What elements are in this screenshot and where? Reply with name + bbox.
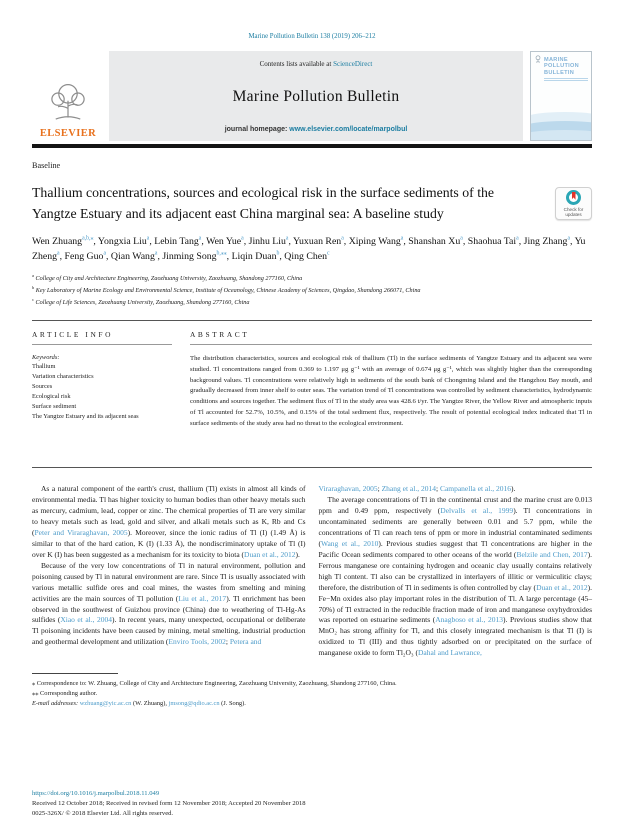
- text-segment: ;: [225, 637, 230, 647]
- elsevier-wordmark: ELSEVIER: [39, 128, 97, 139]
- cover-title: MARINE POLLUTION BULLETIN: [544, 57, 580, 76]
- author-name: Lebin Tang$^a$,: [154, 235, 207, 247]
- text-segment: ). Previous studies suggest that Tl concentrations are higher in the Pacific Ocean sediments compared to other oceans of the world (: [318, 538, 592, 559]
- affiliation: $^c$ College of Life Sciences, Zaozhuang University, Zaozhuang, Shandong 277160, China: [32, 297, 250, 307]
- text-segment: ). Fe−Mn oxides also play important roles in the distribution of Tl. A large percentage (45–70%) of Tl extracted in the reducible fraction made of iron and manganese oxyhydroxides was reported on estuarine sediments (: [318, 582, 592, 625]
- citation-link[interactable]: Duan et al., 2012: [536, 582, 588, 592]
- affiliation: $^a$ College of City and Architecture Engineering, Zaozhuang University, Zaozhuang, Shandong 277160, China: [32, 273, 303, 283]
- author-name: Feng Guo$^a$,: [64, 250, 111, 262]
- journal-masthead: [109, 51, 523, 141]
- citation-link[interactable]: Wang et al., 2010: [321, 538, 379, 548]
- keyword: Variation characteristics: [32, 373, 94, 381]
- text-segment: ;: [377, 484, 382, 494]
- correspondence-note: ⁎ Correspondence to: W. Zhuang, College of City and Architecture Engineering, Zaozhuang University, Zaozhuang, Shandong 277160, China.: [32, 680, 397, 688]
- keywords-label: Keywords:: [32, 354, 60, 362]
- issn-copyright: 0025-326X/ © 2018 Elsevier Ltd. All rights reserved.: [32, 810, 174, 817]
- author-affiliation-sup: a: [241, 235, 244, 242]
- elsevier-tree-icon: [45, 79, 91, 127]
- text-segment: ). Tl enrichment has been observed in the southwest of Guizhou province (China) due to weathering of Tl-Hg-As sulfides (: [32, 593, 306, 625]
- contents-prefix: Contents lists available at: [259, 60, 332, 68]
- author-affiliation-sup: a: [400, 235, 404, 242]
- author-affiliation-sup: b: [276, 250, 280, 257]
- keyword: The Yangtze Estuary and its adjacent seas: [32, 412, 139, 420]
- text-segment: ). Previous studies show that MnO₂ has strong affinity for Tl, and this closely integrated mechanism is that Tl (I) is oxidized to Tl (III) and thus tightly adsorbed on or precipitated on the surface of manganese oxide to form Tl₂O₃ (: [318, 615, 592, 658]
- section-label: Baseline: [32, 161, 61, 170]
- section-divider-bottom: [32, 467, 592, 468]
- text-segment: ). In recent years, many unexpected, occupational or deliberate Tl poisoning incidents have been caused by mining, metal smelting, industrial production and geothermal development and utilization (: [32, 615, 306, 647]
- author-name: Shaohua Tai$^a$,: [467, 235, 524, 247]
- sciencedirect-link[interactable]: ScienceDirect: [333, 60, 373, 68]
- author-name: Yongxia Liu$^a$,: [97, 235, 155, 247]
- citation-link[interactable]: Duan et al., 2012: [244, 549, 296, 559]
- author-name: Shanshan Xu$^a$,: [408, 235, 468, 247]
- author-name: Qian Wang$^a$,: [110, 250, 163, 262]
- cover-tree-icon: [534, 55, 542, 65]
- citation-link[interactable]: Campanella et al., 2016: [439, 484, 511, 494]
- author-list: [32, 234, 592, 264]
- check-for-updates-badge[interactable]: [555, 187, 592, 220]
- author-name: Wen Zhuang$^{a,b,⁎}$,: [32, 235, 98, 247]
- text-segment: ). Moreover, since the ionic radius of Tl (I) (1.49 Å) is similar to that of the hard cation, K (I) (1.33 Å), the nondiscriminatory uptake of Tl (I) over K (I) has been suggested as a mechanism for its toxicity to biota (: [32, 527, 306, 559]
- citation-link[interactable]: Anagboso et al., 2013: [435, 615, 504, 625]
- author-affiliation-sup: a: [154, 250, 158, 257]
- abstract-column: [190, 321, 592, 457]
- author-affiliation-sup: a: [198, 235, 202, 242]
- author-name: Jing Zhang$^a$,: [523, 235, 575, 247]
- journal-header: [32, 51, 592, 141]
- abstract-heading: ABSTRACT: [190, 330, 250, 340]
- text-segment: ).: [295, 549, 300, 559]
- homepage-link[interactable]: www.elsevier.com/locate/marpolbul: [289, 126, 408, 133]
- text-segment: ). Ferrous manganese ore containing hydrogen and oceanic clay usually contains relatively high Tl content. Tl also can be crystallized in interlayers of illitic or vermiculitic clays; therefore, the distribution of Tl in sediments is often controlled by clay (: [318, 549, 592, 592]
- heading-rule: [190, 344, 592, 345]
- affiliation-list: [32, 272, 592, 308]
- article-info-heading: ARTICLE INFO: [32, 330, 114, 340]
- author-affiliation-sup: a: [516, 235, 519, 242]
- keyword: Surface sediment: [32, 402, 77, 410]
- crossmark-icon: [566, 190, 581, 205]
- citation-link[interactable]: Dahal and Lawrance,: [417, 648, 482, 658]
- citation-link[interactable]: Belzile and Chen, 2017: [516, 549, 588, 559]
- keyword-list: [32, 362, 172, 422]
- journal-cover-thumbnail[interactable]: [530, 51, 592, 141]
- email-addresses-line: [32, 699, 592, 709]
- body-paragraph: [319, 484, 593, 495]
- citation-link[interactable]: Petera and: [229, 637, 262, 647]
- author-name: Wen Yue$^a$,: [206, 235, 249, 247]
- text-segment: ). Tl concentrations in uncontaminated sediments are generally between 0.01 and 5.7 ppm, while the concentrations of Tl can reach tens of ppm or more in industrial contaminated sediments (: [318, 506, 592, 548]
- author-affiliation-sup: a: [567, 235, 571, 242]
- author-name: Yuxuan Ren$^a$,: [293, 235, 349, 247]
- homepage-line: [113, 126, 519, 133]
- citation-link[interactable]: Delvalls et al., 1999: [440, 506, 514, 516]
- contents-line: [113, 60, 519, 68]
- author-affiliation-sup: a,b,⁎: [82, 235, 94, 242]
- author-affiliation-sup: a: [285, 235, 289, 242]
- author-affiliation-sup: b,⁎⁎: [216, 250, 227, 257]
- citation-link[interactable]: wzhuang@yic.ac.cn: [79, 700, 132, 708]
- abstract-text: The distribution characteristics, sources and ecological risk of thallium (Tl) in the surface sediments of Yangtze Estuary and its adjacent sea were studied. Tl concentrations ranged from 0.369 to 1.197 μg g⁻¹ with an average of 0.674 μg g⁻¹, which was slightly higher than the corresponding background values. Tl concentrations were relatively high in sediments of the south bank of Chongming Island and the Hangzhou Bay mouth, and gradually decreased from inner shelf to outer seas. The variation trend of Tl concentrations was controlled by sediment characteristics, hydrodynamic conditions and sources together. The sediment flux of Tl in the study area was 428.6 t/yr. The Yangtze River, the Yellow River and atmospheric inputs of Tl accounted for 52.7%, 10.5%, and 0.15% of the total sediment flux, respectively. The result of potential ecological index indicated that Tl in surface sediments of the study area had no threat to the ecological environment.: [190, 355, 592, 427]
- author-affiliation-sup: a: [341, 235, 344, 242]
- elsevier-logo[interactable]: [32, 51, 104, 141]
- received-dates: Received 12 October 2018; Received in revised form 12 November 2018; Accepted 20 November 2018: [32, 800, 306, 807]
- text-segment: E-mail addresses:: [32, 700, 80, 708]
- author-name: Liqin Duan$^b$,: [231, 250, 285, 262]
- body-column-right: [319, 484, 593, 659]
- author-name: Yu Zheng$^a$,: [32, 235, 586, 262]
- article-title: Thallium concentrations, sources and ecological risk in the surface sediments of the Yangtze Estuary and its adjacent east China marginal sea: A baseline study: [32, 185, 495, 221]
- check-for-updates-label: Check for updates: [563, 206, 584, 217]
- author-name: Jinming Song$^{b,⁎⁎}$,: [162, 250, 232, 262]
- author-affiliation-sup: a: [103, 250, 107, 257]
- body-paragraph: [32, 484, 306, 561]
- text-segment: (J. Song).: [219, 700, 246, 708]
- corresponding-author-note: ⁎⁎ Corresponding author.: [32, 690, 98, 698]
- author-affiliation-sup: a: [146, 235, 150, 242]
- citation-link[interactable]: Zhang et al., 2014: [381, 484, 436, 494]
- cover-subtitle-lines: [544, 78, 588, 83]
- text-segment: As a natural component of the earth's crust, thallium (Tl) exists in almost all kinds of environmental media. Tl has higher toxicity to human bodies than other heavy metals such as mercury, cadmium, lead, copper or zinc. The chemical properties of Tl are very similar to heavy metals such as lead, gold and silver, and alkali metals such as K, Rb and Cs (: [32, 484, 306, 537]
- text-segment: ).: [510, 484, 516, 494]
- article-info-column: [32, 321, 190, 457]
- citation-link[interactable]: Viraraghavan, 2005: [318, 484, 378, 494]
- text-segment: Because of the very low concentrations of Tl in natural environment, pollution and poisoning caused by Tl in natural environment are rare. Since Tl is usually associated with various metallic sulfide ores and coal mines, the wastes from smelting and mining activities are the main sources of Tl pollution (: [32, 560, 306, 603]
- author-name: Qing Chen$^c$: [284, 250, 330, 262]
- publication-footer: [32, 790, 592, 817]
- author-affiliation-sup: a: [57, 250, 60, 257]
- citation-link[interactable]: Xiao et al., 2004: [60, 615, 113, 625]
- author-affiliation-sup: c: [327, 250, 330, 257]
- author-affiliation-sup: a: [460, 235, 463, 242]
- keyword: Thallium: [32, 363, 56, 371]
- heading-rule: [32, 344, 172, 345]
- citation-link[interactable]: Enviro Tools, 2002: [168, 637, 226, 647]
- header-divider-bar: [32, 144, 592, 148]
- author-name: Jinhu Liu$^a$,: [248, 235, 294, 247]
- text-segment: (W. Zhuang),: [131, 700, 169, 708]
- text-segment: The average concentrations of Tl in the continental crust and the marine crust are 0.013 ppm and 0.49 ppm, respectively (: [318, 495, 592, 516]
- author-name: Xiping Wang$^a$,: [348, 235, 409, 247]
- keyword: Sources: [32, 383, 53, 391]
- doi-link[interactable]: https://doi.org/10.1016/j.marpolbul.2018.11.049: [32, 790, 160, 797]
- text-segment: ;: [435, 484, 440, 494]
- citation-link[interactable]: Liu et al., 2017: [178, 593, 227, 603]
- journal-title: Marine Pollution Bulletin: [232, 88, 400, 105]
- body-paragraph: [319, 495, 593, 659]
- keyword: Ecological risk: [32, 393, 71, 400]
- body-column-left: [32, 484, 306, 659]
- citation-link[interactable]: jmsong@qdio.ac.cn: [168, 700, 220, 708]
- homepage-label: journal homepage:: [224, 126, 288, 133]
- affiliation: $^b$ Key Laboratory of Marine Ecology and Environmental Science, Institute of Oceanology, Chinese Academy of Sciences, Qingdao, Shandong 266071, China: [32, 285, 421, 295]
- article-body: [32, 484, 592, 659]
- citation-link[interactable]: Peter and Viraraghavan, 2005: [34, 527, 128, 537]
- footnotes: [32, 679, 592, 709]
- journal-citation[interactable]: Marine Pollution Bulletin 138 (2019) 206–212: [248, 33, 376, 40]
- body-paragraph: [32, 561, 306, 649]
- footnote-separator: [32, 673, 118, 674]
